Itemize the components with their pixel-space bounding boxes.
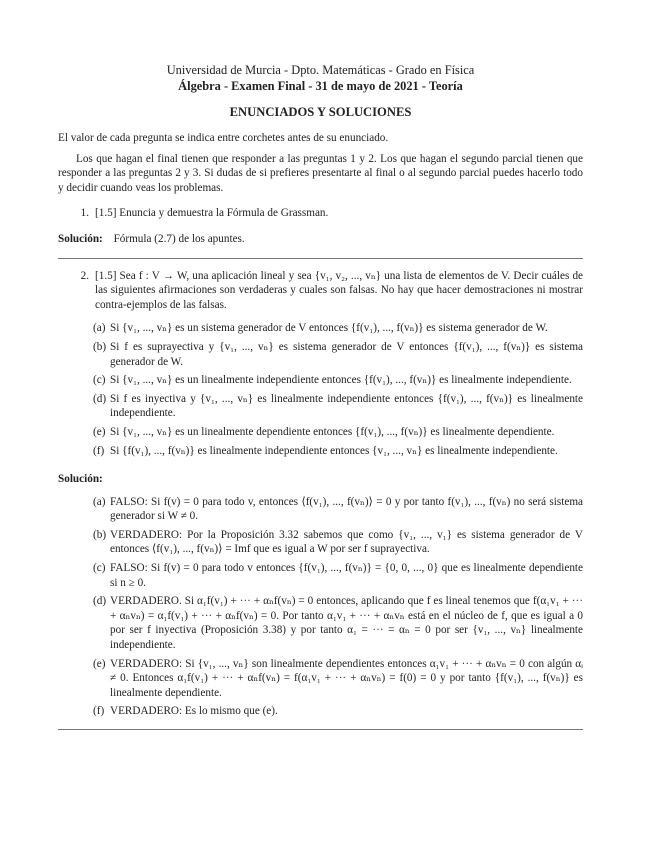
item-text: VERDADERO: Si {v₁, ..., vₙ} son linealmente dependientes entonces α₁v₁ + ··· + αₙvₙ = 0 con algún αᵢ ≠ 0. Entonces α₁f(v₁) + ··· + αₙf(vₙ) = f(α₁v₁ + ··· + αₙvₙ) = f(0) = 0 y por tanto {f(v₁), ..., f(vₙ)} es linealmente dependiente. xyxy=(110,657,583,699)
list-item xyxy=(93,373,583,388)
item-text: VERDADERO: Es lo mismo que (e). xyxy=(110,705,278,718)
item-text: Si f es inyectiva y {v₁, ..., vₙ} es linealmente independiente entonces {f(v₁), ..., f(vₙ)} es linealmente independiente. xyxy=(110,392,583,420)
item-text: VERDADERO. Si α₁f(v₁) + ··· + αₙf(vₙ) = 0 entonces, aplicando que f es lineal tenemos que f(α₁v₁ + ··· + αₙvₙ) = α₁f(v₁) + ··· + αₙf(vₙ) = 0. Por tanto α₁v₁ + ··· + αₙvₙ está en el núcleo de f, que es igual a 0 por ser f inyectiva (Proposición 3.38) y por tanto α₁ = ··· = αₙ = 0 por ser {v₁, ..., vₙ} linealmente independiente. xyxy=(110,595,583,652)
solution-2-parts xyxy=(93,495,583,719)
item-label: (d) xyxy=(93,392,107,405)
solution-2 xyxy=(58,472,583,487)
list-item xyxy=(93,657,583,701)
intro-paragraph-2: Los que hagan el final tienen que responder a las preguntas 1 y 2. Los que hagan el segundo parcial tienen que responder a las preguntas 2 y 3. Si dudas de si prefieres presentarte al final o al segundo parcial puedes hacerlo todo y decidir cuando veas los problemas. xyxy=(58,152,583,194)
list-item xyxy=(93,528,583,557)
item-label: (c) xyxy=(93,562,106,575)
item-label: (f) xyxy=(93,444,105,457)
list-item xyxy=(93,425,583,440)
item-label: (a) xyxy=(93,495,106,508)
question-number: 1. xyxy=(80,207,89,220)
solution-1 xyxy=(58,232,583,247)
solution-label: Solución: xyxy=(58,473,103,486)
list-item xyxy=(93,704,583,719)
section-title: ENUNCIADOS Y SOLUCIONES xyxy=(229,105,412,119)
item-text: VERDADERO: Por la Proposición 3.32 sabemos que como {v₁, ..., v₁} es sistema generador de V entonces ⟨f(v₁), ..., f(vₙ)⟩ = Imf que es igual a W por ser f suprayectiva. xyxy=(110,528,583,556)
question-1 xyxy=(58,206,583,221)
item-label: (b) xyxy=(93,340,107,353)
question-number: 2. xyxy=(80,269,89,282)
item-text: FALSO: Si f(v) = 0 para todo v entonces {f(v₁), ..., f(vₙ)} = {0, 0, ..., 0} que es linealmente dependiente si n ≥ 0. xyxy=(110,562,583,589)
list-item xyxy=(93,561,583,590)
item-label: (a) xyxy=(93,322,106,335)
document-page xyxy=(58,62,583,730)
institution-line: Universidad de Murcia - Dpto. Matemáticas - Grado en Física xyxy=(166,63,475,77)
list-item xyxy=(93,340,583,369)
item-text: Si {f(v₁), ..., f(vₙ)} es linealmente independiente entonces {v₁, ..., vₙ} es linealmente independiente. xyxy=(110,444,558,457)
item-text: Si {v₁, ..., vₙ} es un linealmente independiente entonces {f(v₁), ..., f(vₙ)} es linealmente independiente. xyxy=(110,374,572,387)
item-label: (b) xyxy=(93,528,107,541)
question-2-parts xyxy=(93,321,583,458)
exam-title: Álgebra - Examen Final - 31 de mayo de 2021 - Teoría xyxy=(178,79,463,93)
item-text: Si {v₁, ..., vₙ} es un linealmente dependiente entonces {f(v₁), ..., f(vₙ)} es linealmente dependiente. xyxy=(110,425,555,438)
item-text: Si {v₁, ..., vₙ} es un sistema generador de V entonces {f(v₁), ..., f(vₙ)} es sistema generador de W. xyxy=(110,322,548,335)
list-item xyxy=(93,495,583,524)
item-label: (e) xyxy=(93,657,106,670)
intro-paragraph-1: El valor de cada pregunta se indica entre corchetes antes de su enunciado. xyxy=(58,132,389,144)
question-text: [1.5] Enuncia y demuestra la Fórmula de Grassman. xyxy=(95,207,329,220)
item-label: (d) xyxy=(93,595,107,608)
solution-text: Fórmula (2.7) de los apuntes. xyxy=(113,232,245,245)
list-item xyxy=(93,321,583,336)
list-item xyxy=(93,594,583,652)
list-item xyxy=(93,392,583,421)
solution-label: Solución: xyxy=(58,232,103,245)
divider xyxy=(58,729,583,730)
divider xyxy=(58,258,583,259)
item-text: Si f es suprayectiva y {v₁, ..., vₙ} es sistema generador de V entonces {f(v₁), ..., f(vₙ)} es sistema generador de W. xyxy=(110,340,583,368)
question-text: [1.5] Sea f : V → W, una aplicación lineal y sea {v₁, v₂, ..., vₙ} una lista de elementos de V. Decir cuáles de las siguientes afirmaciones son verdaderas y cuales son falsas. No hay que hacer demostraciones ni mostrar contra-ejemplos de las falsas. xyxy=(95,269,583,311)
item-label: (e) xyxy=(93,425,106,438)
item-text: FALSO: Si f(v) = 0 para todo v, entonces ⟨f(v₁), ..., f(vₙ)⟩ = 0 y por tanto f(v₁), ..., f(vₙ) no será sistema generador si W ≠ 0. xyxy=(110,495,583,523)
item-label: (c) xyxy=(93,374,106,387)
item-label: (f) xyxy=(93,705,105,718)
list-item xyxy=(93,444,583,459)
question-2 xyxy=(58,269,583,313)
